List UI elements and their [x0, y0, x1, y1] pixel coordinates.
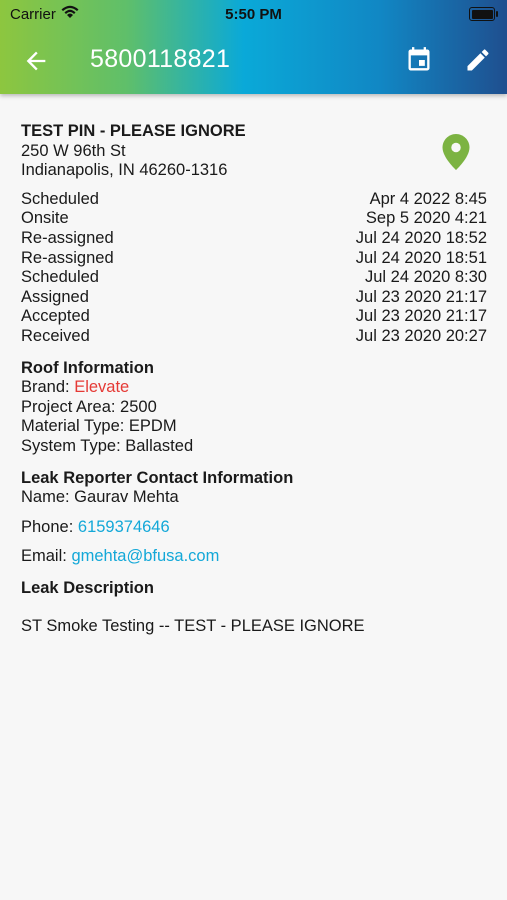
address-line2: Indianapolis, IN 46260-1316	[21, 161, 228, 180]
email-label: Email:	[21, 547, 72, 566]
address-line1: 250 W 96th St	[21, 141, 126, 160]
site-name: TEST PIN - PLEASE IGNORE	[21, 122, 246, 140]
history-status: Scheduled	[21, 189, 99, 208]
brand-line	[21, 378, 487, 398]
back-arrow-icon[interactable]	[22, 47, 50, 75]
section-heading: Leak Reporter Contact Information	[21, 468, 294, 487]
history-status: Re-assigned	[21, 228, 114, 247]
history-row	[21, 327, 487, 347]
contact-information	[21, 469, 487, 567]
leak-section	[21, 579, 487, 637]
section-heading: Leak Description	[21, 578, 154, 597]
history-row	[21, 307, 487, 327]
history-date: Jul 24 2020 8:30	[364, 268, 487, 287]
leak-description: ST Smoke Testing -- TEST - PLEASE IGNORE	[21, 617, 365, 636]
phone-label: Phone:	[21, 517, 78, 536]
history-row	[21, 288, 487, 308]
carrier-label: Carrier	[10, 6, 56, 23]
history-row	[21, 190, 487, 210]
battery-icon	[469, 7, 495, 21]
status-bar	[0, 0, 507, 28]
history-date: Jul 24 2020 18:52	[355, 228, 487, 247]
brand-value: Elevate	[74, 378, 130, 397]
project-area: Project Area: 2500	[21, 397, 157, 416]
history-status: Onsite	[21, 209, 69, 228]
status-history	[21, 190, 487, 347]
history-date: Jul 23 2020 21:17	[355, 307, 487, 326]
clock: 5:50 PM	[225, 6, 282, 23]
history-status: Re-assigned	[21, 248, 114, 267]
history-row	[21, 209, 487, 229]
history-row	[21, 229, 487, 249]
brand-label: Brand:	[21, 378, 75, 397]
email-line	[21, 547, 487, 567]
edit-pencil-icon[interactable]	[464, 46, 492, 74]
history-date: Jul 24 2020 18:51	[355, 248, 487, 267]
roof-information	[21, 359, 487, 457]
system-type: System Type: Ballasted	[21, 436, 194, 455]
email-link[interactable]: gmehta@bfusa.com	[71, 547, 220, 566]
page-title: 5800118821	[90, 45, 231, 73]
material-type: Material Type: EPDM	[21, 417, 177, 436]
history-date: Jul 23 2020 21:17	[355, 287, 487, 306]
work-order-details	[21, 122, 487, 637]
history-status: Scheduled	[21, 268, 99, 287]
phone-line	[21, 518, 487, 538]
history-status: Received	[21, 326, 90, 345]
history-date: Apr 4 2022 8:45	[369, 189, 487, 208]
history-date: Sep 5 2020 4:21	[365, 209, 487, 228]
history-date: Jul 23 2020 20:27	[355, 326, 487, 345]
contact-name: Name: Gaurav Mehta	[21, 488, 179, 507]
history-status: Accepted	[21, 307, 90, 326]
calendar-icon[interactable]	[405, 46, 433, 74]
section-heading: Roof Information	[21, 358, 154, 377]
phone-link[interactable]: 6159374646	[77, 517, 170, 536]
history-status: Assigned	[21, 287, 89, 306]
history-row	[21, 249, 487, 269]
history-row	[21, 268, 487, 288]
app-bar	[0, 0, 507, 94]
